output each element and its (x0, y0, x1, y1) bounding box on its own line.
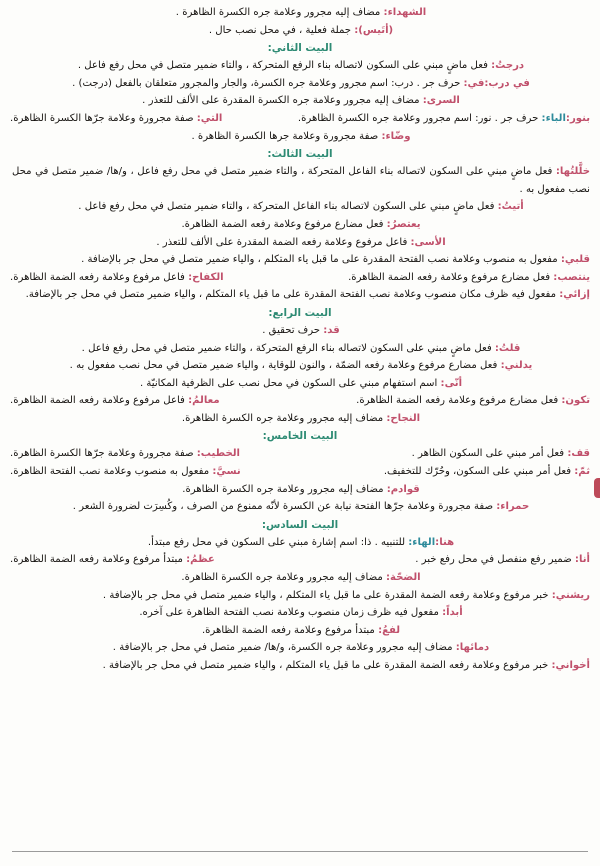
grammar-entry (10, 392, 220, 410)
entry-text: اسم استفهام مبني على السكون في محل نصب على الظرفية المكانيّة . (139, 377, 441, 389)
entry-text: فعل ماضٍ مبني على السكون لاتصاله بناء الفاعل المتحركة ، والتاء ضمير متصل في محل رفع فاعل . (78, 201, 498, 213)
entry-keyword: وضّاء: (381, 130, 411, 142)
grammar-entry (10, 375, 590, 393)
grammar-entry (10, 128, 590, 146)
entry-text: فاعل مرفوع وعلامة رفعه الضمة الظاهرة. (10, 271, 189, 283)
bottom-rule-divider (12, 851, 588, 852)
entry-keyword: ريشني: (551, 589, 590, 601)
entry-keyword: أنّى: (440, 377, 463, 389)
section-heading-bayt-2: البيت الثاني: (267, 42, 333, 55)
grammar-entry (415, 551, 590, 569)
grammar-entry (10, 22, 590, 40)
entry-keyword: يعتصرُ: (386, 218, 421, 230)
grammar-entry (10, 269, 224, 287)
entry-text: فعل أمر مبني على السكون الظاهر . (411, 448, 568, 460)
entry-text: خبر مرفوع وعلامة رفعه الضمة المقدرة على ما قبل ياء المتكلم ، والياء ضمير متصل في محل جر بالإضافة . (102, 660, 552, 671)
grammar-entry (10, 569, 590, 587)
entry-text: فعل ماضٍ مبني على السكون لاتصاله بناء الرفع المتحركة ، والتاء ضمير متصل في محل رفع فاعل . (77, 60, 492, 72)
entry-inline-keyword: الباء: (541, 112, 566, 124)
entry-text: مضاف إليه مجرور وعلامة جره الكسرة الظاهرة . (175, 7, 384, 18)
entry-keyword: درجتُ: (491, 60, 525, 72)
entry-keyword: عظمُ: (186, 554, 215, 566)
entry-keyword: دمائها: (455, 642, 490, 654)
entry-keyword: إزائي: (559, 289, 590, 301)
entry-text: مضاف إليه مجرور وعلامة جره الكسرة المقدرة على الألف للتعذر . (142, 95, 423, 107)
entry-keyword: (أتَيس): (354, 24, 394, 36)
entry-keyword: نسيَّ: (212, 466, 241, 478)
entry-text: مبتدأ مرفوع وعلامة رفعه الضمة الظاهرة. (10, 554, 187, 566)
grammar-entry (10, 286, 590, 304)
grammar-entry (10, 551, 215, 569)
entry-text: فعل ماضٍ مبني على السكون لاتصاله بناء الفاعل المتحركة ، والتاء ضمير متصل في محل رفع فاعل ، و/ها/ ضمير متصل في محل نصب مفعول به . (12, 166, 590, 195)
grammar-entry (10, 657, 590, 675)
entry-keyword: أخواني: (551, 660, 590, 671)
grammar-entry (10, 639, 590, 657)
entry-text: مضاف إليه مجرور وعلامة جره الكسرة، و/ها/ ضمير متصل في محل جر بالإضافة . (112, 642, 456, 654)
entry-keyword: التي: (196, 112, 223, 124)
entry-text: صفة مجرورة وعلامة جرها الكسرة الظاهرة . (191, 130, 382, 142)
grammar-entry-row (10, 392, 590, 410)
section-heading-bayt-6: البيت السادس: (261, 518, 339, 531)
entry-text: فعل مضارع مرفوع وعلامة رفعه الضمّة ، والنون للوقاية ، والياء ضمير متصل في محل نصب مفعول به . (69, 360, 501, 372)
grammar-entry (10, 498, 590, 516)
entry-keyword: أتيتُ: (497, 201, 524, 213)
entry-text: فاعل مرفوع وعلامة رفعه الضمة المقدرة على الألف للتعذر . (156, 236, 411, 248)
entry-keyword: الكفاح: (188, 271, 224, 283)
entry-keyword: معالمُ: (188, 395, 220, 407)
document-body (10, 4, 590, 675)
entry-keyword: حمراء: (496, 501, 530, 513)
grammar-entry-row (10, 551, 590, 569)
entry-text: مفعول فيه ظرف زمان منصوب وعلامة نصب الفتحة الظاهرة على آخره. (139, 607, 443, 619)
grammar-entry (10, 481, 590, 499)
grammar-entry-row (10, 110, 590, 128)
entry-keyword: السرى: (422, 95, 460, 107)
grammar-entry (10, 463, 241, 481)
grammar-entry-row (10, 269, 590, 287)
grammar-entry (356, 392, 590, 410)
entry-text: مضاف إليه مجرور وعلامة جره الكسرة الظاهرة. (182, 483, 387, 495)
entry-text: خبر مرفوع وعلامة رفعه الضمة المقدرة على ما قبل ياء المتكلم ، والياء ضمير متصل في محل جر بالإضافة . (102, 589, 552, 601)
entry-text: حرف جر . نور: اسم مجرور وعلامة جره الكسرة الظاهرة. (297, 112, 542, 124)
grammar-entry (10, 234, 590, 252)
entry-keyword: قلبي: (560, 254, 590, 266)
entry-keyword: أبداً: (442, 607, 463, 619)
entry-keyword: الشهداء: (383, 7, 427, 18)
entry-text: فعل أمر مبني على السكون، وحُرّك للتخفيف. (383, 466, 575, 478)
entry-keyword: النجاح: (386, 412, 421, 424)
grammar-entry (10, 92, 590, 110)
entry-text: حرف تحقيق . (262, 324, 324, 336)
grammar-entry (10, 163, 590, 198)
grammar-entry (10, 445, 240, 463)
entry-text: مفعول فيه ظرف مكان منصوب وعلامة نصب الفتحة المقدرة على ما قبل ياء المتكلم ، والياء ضمير متصل في محل جر بالإضافة. (25, 289, 560, 301)
entry-text: فعل مضارع مرفوع وعلامة رفعه الضمة الظاهرة. (356, 395, 562, 407)
entry-keyword: ينتصب: (553, 271, 590, 283)
entry-inline-keyword: في: (463, 77, 485, 89)
entry-keyword: خلَّلتُها: (555, 166, 590, 178)
grammar-entry (348, 269, 590, 287)
grammar-entry (10, 340, 590, 358)
grammar-entry (412, 445, 590, 463)
entry-keyword: قلتُ: (494, 342, 521, 354)
entry-keyword: بنور: (565, 112, 590, 124)
entry-text: فاعل مرفوع وعلامة رفعه الضمة الظاهرة. (10, 395, 189, 407)
entry-text: جملة فعلية ، في محل نصب حال . (208, 24, 355, 36)
entry-text: صفة مجرورة وعلامة جرّها الكسرة الظاهرة. (10, 448, 197, 460)
grammar-entry (10, 216, 590, 234)
grammar-entry (384, 463, 590, 481)
entry-text: فعل مضارع مرفوع وعلامة رفعه الضمة الظاهرة. (181, 218, 387, 230)
grammar-entry (10, 75, 590, 93)
grammar-entry (10, 4, 590, 22)
entry-text: مضاف إليه مجرور وعلامة جره الكسرة الظاهرة. (181, 412, 387, 424)
grammar-entry (10, 251, 590, 269)
entry-text: حرف جر . درب: اسم مجرور وعلامة جره الكسرة، والجار والمجرور متعلقان بالفعل (درجت) . (72, 77, 464, 89)
page-edge-marker (594, 478, 600, 498)
entry-keyword: قد: (323, 324, 340, 336)
entry-keyword: في درب: (484, 77, 530, 89)
entry-keyword: لفعُ: (378, 624, 401, 636)
entry-text: فعل مضارع مرفوع وعلامة رفعه الضمة الظاهرة. (348, 271, 554, 283)
entry-keyword: الخطيب: (196, 448, 240, 460)
grammar-entry (298, 110, 590, 128)
entry-keyword: أنا: (574, 554, 590, 566)
grammar-entry (10, 604, 590, 622)
grammar-entry (10, 534, 590, 552)
grammar-entry (10, 322, 590, 340)
entry-keyword: هنا: (435, 536, 455, 548)
grammar-entry-row (10, 463, 590, 481)
grammar-entry (10, 410, 590, 428)
grammar-entry-row (10, 445, 590, 463)
entry-keyword: الضحّة: (385, 572, 421, 584)
entry-keyword: ثمّ: (574, 466, 590, 478)
entry-inline-keyword: الهاء: (408, 536, 436, 548)
section-heading-bayt-3: البيت الثالث: (267, 148, 333, 161)
entry-keyword: قوادم: (386, 483, 420, 495)
grammar-entry (10, 110, 222, 128)
entry-text: مضاف إليه مجرور وعلامة جره الكسرة الظاهرة. (181, 572, 386, 584)
entry-text: مبتدأ مرفوع وعلامة رفعه الضمة الظاهرة. (201, 624, 379, 636)
entry-text: للتنبيه . ذا: اسم إشارة مبني على السكون في محل رفع مبتدأ. (147, 536, 409, 548)
entry-keyword: يدلني: (500, 360, 533, 372)
entry-keyword: تكون: (561, 395, 590, 407)
grammar-entry (10, 198, 590, 216)
entry-keyword: الأسى: (410, 236, 446, 248)
entry-text: ضمير رفع منفصل في محل رفع خبر . (415, 554, 575, 566)
entry-text: مفعول به منصوب وعلامة نصب الفتحة المقدرة على ما قبل ياء المتكلم ، والياء ضمير متصل في محل جر بالإضافة . (81, 254, 561, 266)
entry-text: صفة مجرورة وعلامة جرّها الفتحة نيابة عن الكسرة لأنّه ممنوع من الصرف ، وكُسِرَت لضرورة الشعر . (72, 501, 497, 513)
entry-text: فعل ماضٍ مبني على السكون لاتصاله بناء الرفع المتحركة ، والتاء ضمير متصل في محل رفع فاعل . (81, 342, 495, 354)
entry-text: صفة مجرورة وعلامة جرّها الكسرة الظاهرة. (10, 112, 197, 124)
grammar-entry (10, 357, 590, 375)
entry-text: مفعول به منصوب وعلامة نصب الفتحة الظاهرة. (10, 466, 213, 478)
grammar-entry (10, 622, 590, 640)
section-heading-bayt-5: البيت الخامس: (262, 430, 338, 443)
entry-keyword: قف: (567, 448, 590, 460)
grammar-entry (10, 57, 590, 75)
grammar-entry (10, 587, 590, 605)
section-heading-bayt-4: البيت الرابع: (268, 306, 332, 319)
